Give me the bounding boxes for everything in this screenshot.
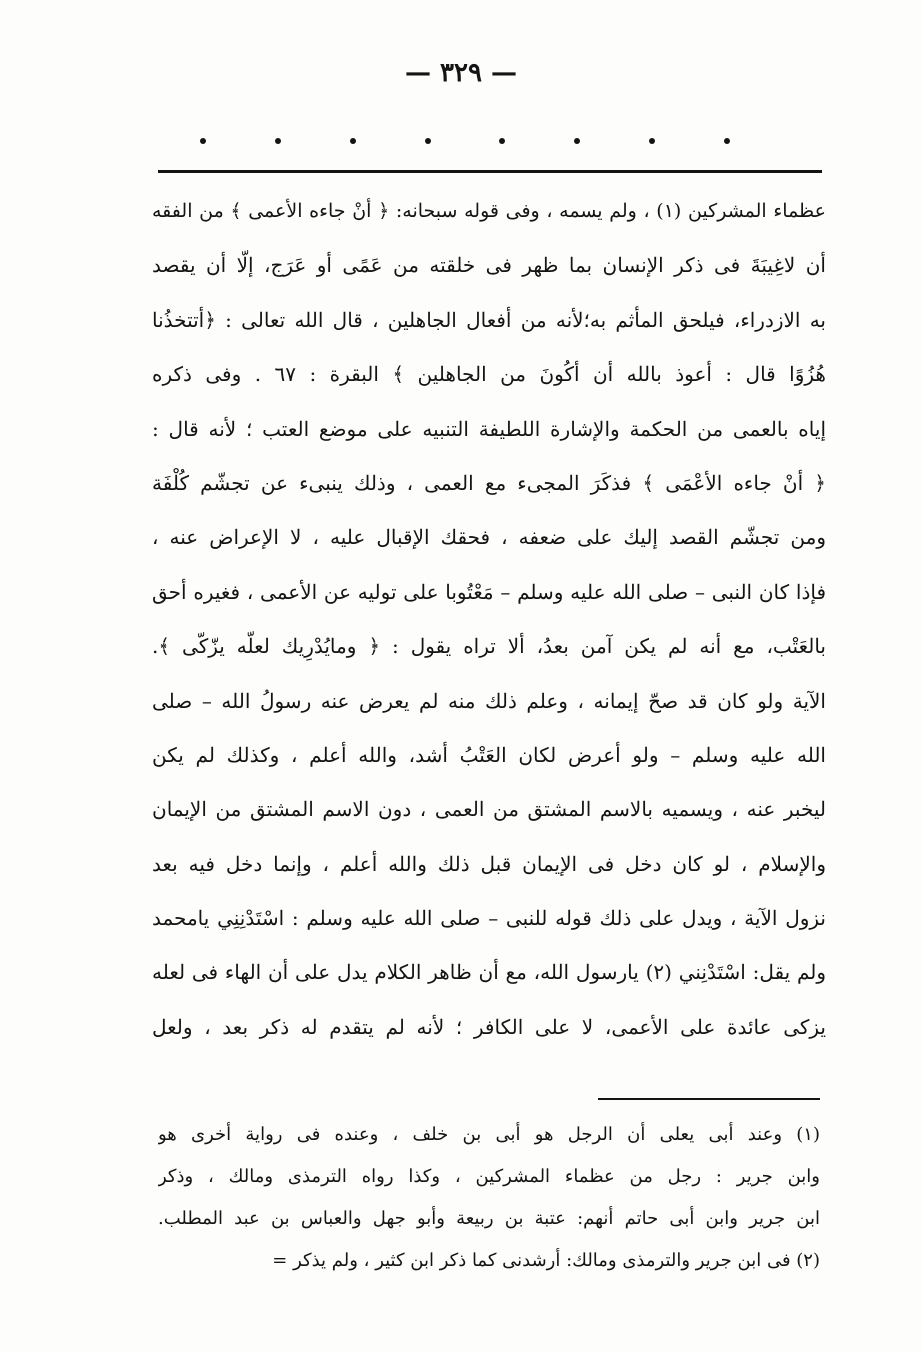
footnote-rule — [598, 1098, 820, 1100]
text-line: ولم يقل: اسْتَدْنِني (٢) يارسول الله، مع أن ظاهر الكلام يدل على أن الهاء فى لعله — [152, 960, 826, 985]
footnote-line: ابن جرير وابن أبى حاتم أنهم: عتبة بن ربيعة وأبو جهل والعباس بن عبد المطلب. — [158, 1208, 820, 1229]
section-separator-dots — [200, 138, 730, 144]
separator-dot — [724, 138, 730, 144]
text-line: ليخبر عنه ، ويسميه بالاسم المشتق من العمى ، دون الاسم المشتق من الإيمان — [152, 797, 826, 822]
header-rule — [158, 170, 822, 173]
text-line: ومن تجشّم القصد إليك على ضعفه ، فحقك الإقبال عليه ، لا الإعراض عنه ، — [152, 525, 826, 550]
separator-dot — [425, 138, 431, 144]
text-line: أن لاغِيبَةَ فى ذكر الإنسان بما ظهر فى خلقته من عَمًى أو عَرَج، إلّا أن يقصد — [152, 253, 826, 278]
footnotes-block — [158, 1114, 820, 1282]
main-text-block — [152, 184, 826, 1054]
text-line: ﴿ أنْ جاءه الأعْمَى ﴾ فذكَرَ المجىء مع العمى ، وذلك ينبىء عن تجشّم كُلْفَة — [152, 470, 826, 495]
text-line: الآية ولو كان قد صحّ إيمانه ، وعلم ذلك منه لم يعرض عنه رسولُ الله – صلى — [152, 688, 826, 713]
separator-dot — [350, 138, 356, 144]
text-line: والإسلام ، لو كان دخل فى الإيمان قبل ذلك والله أعلم ، وإنما دخل فيه بعد — [152, 851, 826, 876]
separator-dot — [200, 138, 206, 144]
page-number: — ٣٢٩ — — [404, 58, 518, 88]
footnote-line: (١) وعند أبى يعلى أن الرجل هو أبى بن خلف ، وعنده فى رواية أخرى هو — [158, 1124, 820, 1145]
text-line: نزول الآية ، ويدل على ذلك قوله للنبى – صلى الله عليه وسلم : اسْتَدْنِنِي يامحمد — [152, 906, 826, 931]
separator-dot — [574, 138, 580, 144]
text-line: فإذا كان النبى – صلى الله عليه وسلم – مَعْتُوبا على توليه عن الأعمى ، فغيره أحق — [152, 579, 826, 604]
text-line: هُزُوًا قال : أعوذ بالله أن أكُونَ من الجاهلين ﴾ البقرة : ٦٧ . وفى ذكره — [152, 362, 826, 387]
text-line: الله عليه وسلم – ولو أعرض لكان العَتْبُ أشد، والله أعلم ، وكذلك لم يكن — [152, 742, 826, 767]
separator-dot — [275, 138, 281, 144]
separator-dot — [499, 138, 505, 144]
footnote-line: (٢) فى ابن جرير والترمذى ومالك: أرشدنى كما ذكر ابن كثير ، ولم يذكر = — [272, 1250, 820, 1271]
text-line: عظماء المشركين (١) ، ولم يسمه ، وفى قوله سبحانه: ﴿ أنْ جاءه الأعمى ﴾ من الفقه — [152, 200, 826, 222]
text-line: به الازدراء، فيلحق المأثم به؛لأنه من أفعال الجاهلين ، قال الله تعالى : ﴿أتتخذُنا — [152, 307, 826, 332]
footnote-line: وابن جرير : رجل من عظماء المشركين ، وكذا رواه الترمذى ومالك ، وذكر — [158, 1166, 820, 1187]
text-line: بالعَتْب، مع أنه لم يكن آمن بعدُ، ألا تراه يقول : ﴿ ومايُدْرِيك لعلّه يزّكّى ﴾. — [152, 634, 826, 659]
text-line: يزكى عائدة على الأعمى، لا على الكافر ؛ لأنه لم يتقدم له ذكر بعد ، ولعل — [152, 1014, 826, 1039]
separator-dot — [649, 138, 655, 144]
text-line: إياه بالعمى من الحكمة والإشارة اللطيفة التنبيه على موضع العتب ؛ لأنه قال : — [152, 416, 826, 441]
